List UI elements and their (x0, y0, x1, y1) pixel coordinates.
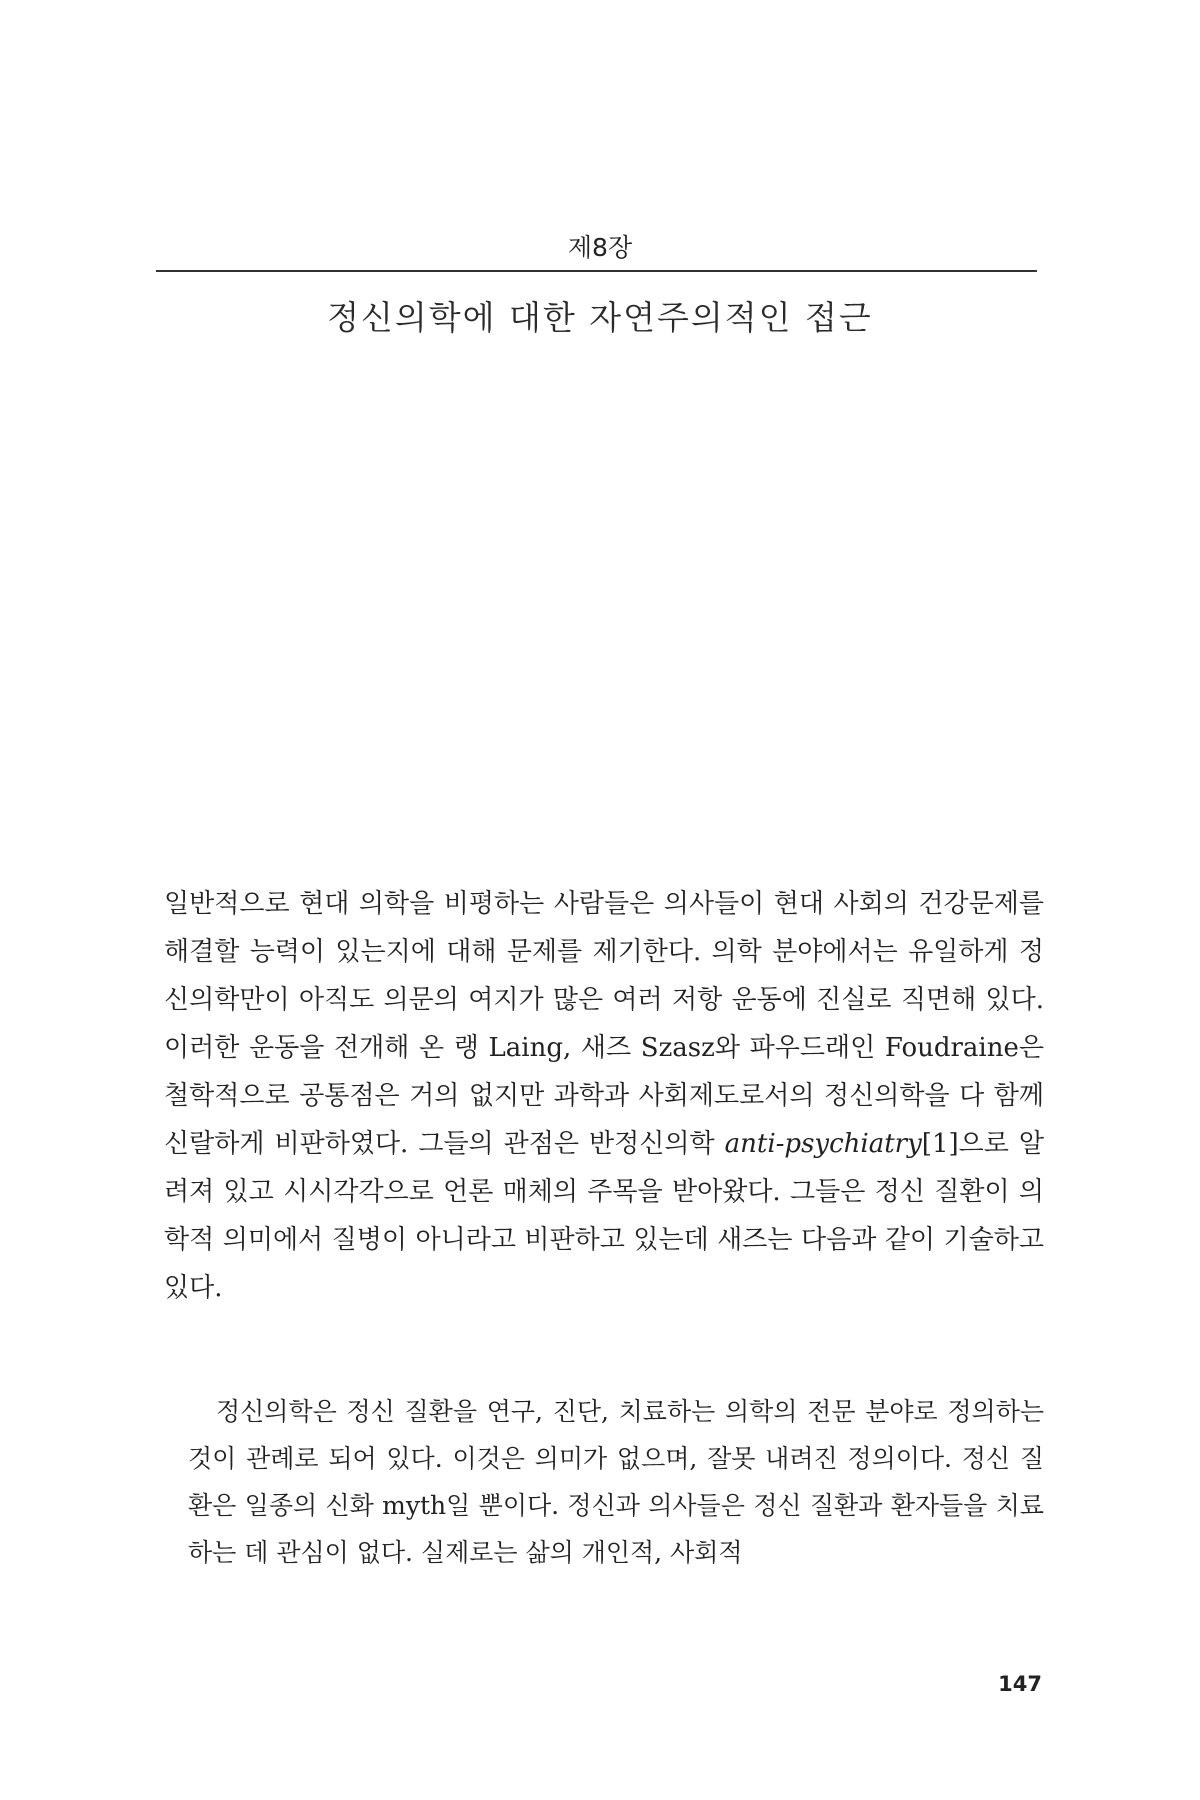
chapter-label: 제8장 (567, 233, 633, 262)
paragraph-text-part2: [1]으로 알려져 있고 시시각각으로 언론 매체의 주목을 받아왔다. 그들은 정신 질환이 의학적 의미에서 질병이 아니라고 비판하고 있는데 새즈는 다음과 같이 기술하고 있다. (164, 1129, 1044, 1303)
paragraph-text-part1: 일반적으로 현대 의학을 비평하는 사람들은 의사들이 현대 사회의 건강문제를 해결할 능력이 있는지에 대해 문제를 제기한다. 의학 분야에서는 유일하게 정신의학만이 아직도 의문의 여지가 많은 여러 저항 운동에 진실로 직면해 있다. 이러한 운동을 전개해 온 랭 Laing, 새즈 Szasz와 파우드래인 Foudraine은 철학적으로 공통점은 거의 없지만 과학과 사회제도로서의 정신의학을 다 함께 신랄하게 비판하였다. 그들의 관점은 반정신의학 (164, 889, 1044, 1159)
chapter-divider (156, 270, 1037, 272)
paragraph (164, 880, 1044, 1312)
italic-term: anti-psychiatry (724, 1129, 922, 1159)
block-quote (188, 1388, 1044, 1576)
body-paragraph (164, 880, 1044, 1312)
page-number: 147 (998, 1672, 1042, 1696)
quote-paragraph: 정신의학은 정신 질환을 연구, 진단, 치료하는 의학의 전문 분야로 정의하는 것이 관례로 되어 있다. 이것은 의미가 없으며, 잘못 내려진 정의이다. 정신 질환은 일종의 신화 myth일 뿐이다. 정신과 의사들은 정신 질환과 환자들을 치료하는 데 관심이 없다. 실제로는 삶의 개인적, 사회적 (188, 1397, 1044, 1567)
chapter-title: 정신의학에 대한 자연주의적인 접근 (327, 298, 873, 337)
